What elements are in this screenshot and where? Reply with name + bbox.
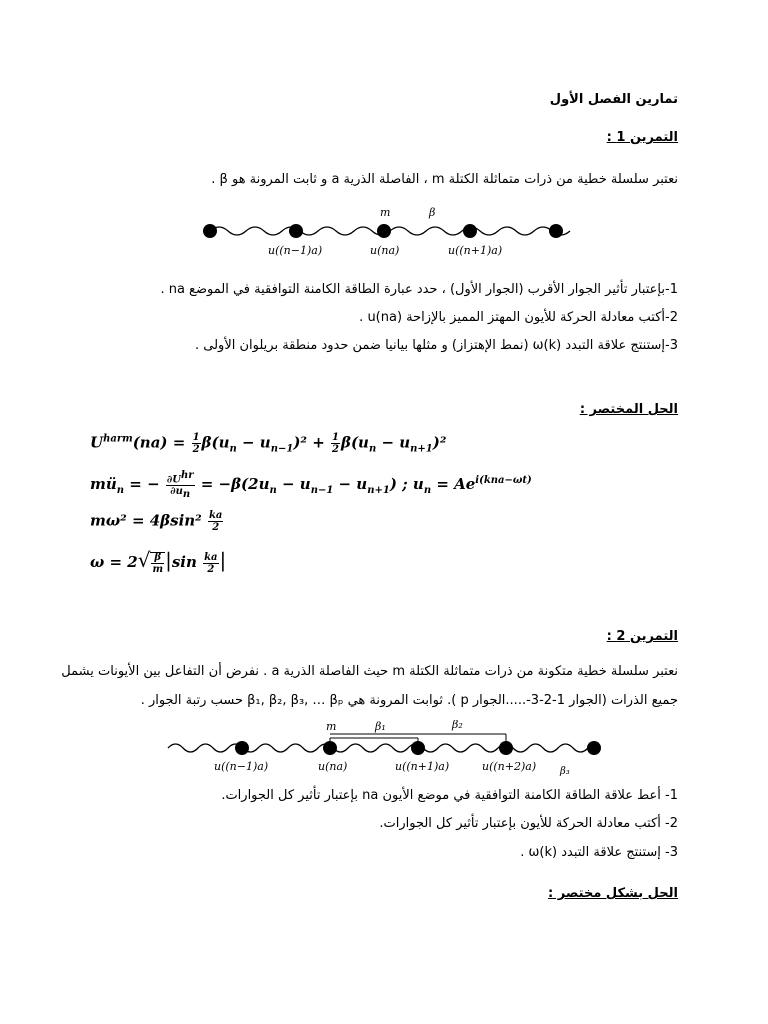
exercise-1-question-3: 3-إستنتج علاقة التبدد ω(k) (نمط الإهتزاز) و مثلها بيانيا ضمن حدود منطقة بريلوان الأولى . — [195, 338, 678, 353]
label-u-n-plus-1: u((n+1)a) — [448, 244, 503, 257]
exercise-2-question-2: 2- أكتب معادلة الحركة للأيون بإعتبار تأثير كل الجوارات. — [379, 816, 678, 831]
exercise-2-intro-line-1: نعتبر سلسلة خطية متكونة من ذرات متماثلة الكتلة m حيث الفاصلة الذرية a . نفرض أن التفاعل بين الأيونات يشمل — [61, 664, 678, 679]
atom-2 — [323, 741, 337, 755]
label-u-n: u(na) — [370, 244, 400, 257]
mass-label: m — [326, 720, 337, 733]
exercise-2-question-3: 3- إستنتج علاقة التبدد ω(k) . — [520, 845, 678, 860]
atom-n — [377, 224, 391, 238]
exercise-1-question-2: 2-أكتب معادلة الحركة للأيون المهتز المميز بالإزاحة u(na) . — [359, 310, 678, 325]
label-u-n-plus-2: u((n+2)a) — [482, 760, 537, 773]
mass-label: m — [380, 206, 391, 219]
atom-4 — [499, 741, 513, 755]
exercise-2-intro-line-2: جميع الذرات (الجوار 1-2-3-.....الجوار p ). ثوابت المرونة هي β₁, β₂, β₃, … βₚ حسب رتبة الجوار . — [140, 693, 678, 708]
label-u-n-minus-1: u((n−1)a) — [214, 760, 269, 773]
beta3-label: β₃ — [560, 766, 570, 777]
atom-5 — [587, 741, 601, 755]
atom-n-minus-1b — [289, 224, 303, 238]
beta2-label: β₂ — [452, 720, 463, 731]
beta-label: β — [429, 206, 436, 219]
beta1-label: β₁ — [375, 720, 386, 733]
equation-dispersion: ω = 2√ $\frac{\beta}{m}$ |sin $\frac{ka}{2}$ | — [90, 548, 227, 575]
atom-1 — [235, 741, 249, 755]
solution-2-heading: الحل بشكل مختصر : — [548, 886, 678, 901]
equation-motion: $mü_n$ = − $\frac{\partial U^{hr}}{\partial u_n}$ = $-\beta(2u_n - u_{n-1} - u_{n+1})$ ; $u_n = Ae^{i(kna-\omega t)}$ — [90, 470, 532, 501]
exercise-1-question-1: 1-بإعتبار تأثير الجوار الأقرب (الجوار الأول) ، حدد عبارة الطاقة الكامنة التوافقية في الموضع na . — [160, 282, 678, 297]
atom-n-plus-2 — [549, 224, 563, 238]
chain-diagram-1 — [0, 204, 768, 264]
atom-n-plus-1 — [463, 224, 477, 238]
label-u-n-minus-1: u((n−1)a) — [268, 244, 323, 257]
label-u-n: u(na) — [318, 760, 348, 773]
exercise-2-question-1: 1- أعط علاقة الطاقة الكامنة التوافقية في موضع الأيون na بإعتبار تأثير كل الجوارات. — [221, 788, 678, 803]
spring-line — [168, 744, 588, 752]
exercise-2-heading: التمرين 2 : — [606, 629, 678, 644]
exercise-1-intro: نعتبر سلسلة خطية من ذرات متماثلة الكتلة m ، الفاصلة الذرية a و ثابت المرونة هو β . — [211, 172, 678, 187]
equation-harmonic-energy: $U^{harm}(na)$ = $\frac{1}{2}$ $\beta(u_n - u_{n-1})^2$ + $\frac{1}{2}$ $\beta(u_n - u_{n+1})^2$ — [90, 432, 447, 455]
chain-diagram-2 — [0, 720, 768, 782]
atom-3 — [411, 741, 425, 755]
equation-dispersion-squared: mω² = 4βsin² $\frac{ka}{2}$ — [90, 510, 223, 533]
solution-1-heading: الحل المختصر : — [579, 402, 678, 417]
page-title: تمارين الفصل الأول — [549, 92, 678, 107]
label-u-n-plus-1: u((n+1)a) — [395, 760, 450, 773]
atom-n-minus-1 — [203, 224, 217, 238]
exercise-1-heading: التمرين 1 : — [606, 130, 678, 145]
